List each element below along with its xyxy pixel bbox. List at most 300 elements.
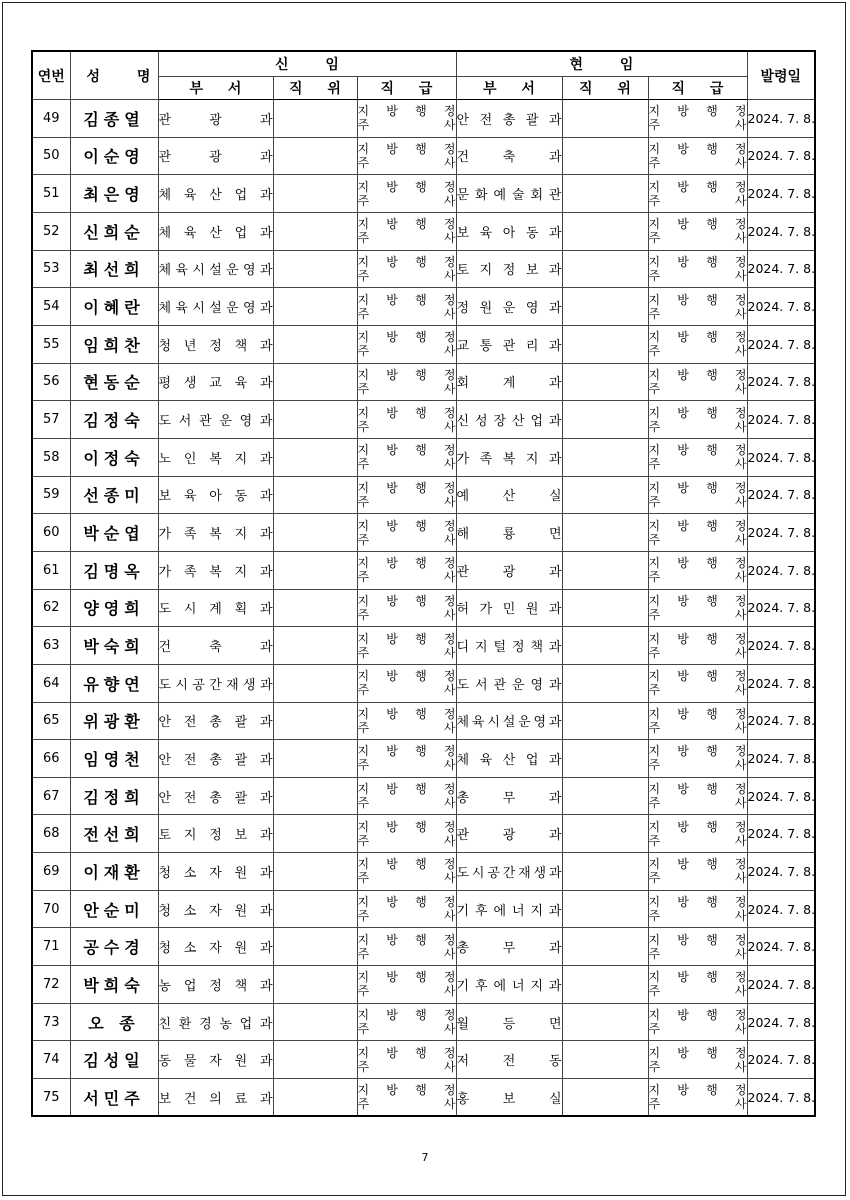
current-grade-text: 지 방 행 정 주 사: [648, 744, 747, 773]
new-position: [273, 815, 357, 853]
new-dept: [158, 1041, 273, 1079]
current-dept-text: 관 광 과: [456, 564, 562, 580]
current-grade-text: 지 방 행 정 주 사: [648, 141, 747, 170]
current-position: [562, 740, 648, 778]
current-dept-text: 체 육 산 업 과: [456, 752, 562, 768]
person-name: 선종미: [70, 476, 158, 514]
current-dept: [456, 589, 562, 627]
new-dept: [158, 777, 273, 815]
current-dept-text: 해 룡 면: [456, 527, 562, 543]
appointment-date: 2024. 7. 8.: [747, 890, 815, 928]
row-number: 72: [32, 966, 70, 1004]
current-grade: [648, 551, 747, 589]
table-row: [32, 890, 815, 928]
new-dept-text: 평 생 교 육 과: [158, 376, 273, 392]
table-row: [32, 966, 815, 1004]
person-name: 김정희: [70, 777, 158, 815]
table-row: [32, 1003, 815, 1041]
new-position: [273, 476, 357, 514]
row-number: 58: [32, 438, 70, 476]
current-position: [562, 890, 648, 928]
table-row: [32, 212, 815, 250]
table-row: [32, 551, 815, 589]
table-row: [32, 401, 815, 439]
personnel-table: [31, 50, 816, 1117]
current-position: [562, 288, 648, 326]
person-name: 안순미: [70, 890, 158, 928]
current-grade: [648, 250, 747, 288]
appointment-date: 2024. 7. 8.: [747, 476, 815, 514]
appointment-date: 2024. 7. 8.: [747, 589, 815, 627]
current-dept-text: 정 원 운 영 과: [456, 301, 562, 317]
current-grade-text: 지 방 행 정 주 사: [648, 104, 747, 133]
new-dept: [158, 702, 273, 740]
person-name: 최선희: [70, 250, 158, 288]
current-dept-text: 도 서 관 운 영 과: [456, 677, 562, 693]
row-number: 73: [32, 1003, 70, 1041]
new-grade-text: 지 방 행 정 주 사: [357, 1083, 456, 1112]
current-grade-text: 지 방 행 정 주 사: [648, 1083, 747, 1112]
new-grade: [357, 853, 456, 891]
new-dept-text: 체 육 산 업 과: [158, 225, 273, 241]
current-grade-text: 지 방 행 정 주 사: [648, 669, 747, 698]
new-dept-text: 안 전 총 괄 과: [158, 752, 273, 768]
appointment-date: 2024. 7. 8.: [747, 928, 815, 966]
new-dept-text: 도 시 계 획 과: [158, 602, 273, 618]
new-grade-text: 지 방 행 정 주 사: [357, 1045, 456, 1074]
table-row: [32, 740, 815, 778]
current-dept-text: 가 족 복 지 과: [456, 451, 562, 467]
new-grade: [357, 1041, 456, 1079]
new-position: [273, 966, 357, 1004]
new-grade: [357, 664, 456, 702]
current-grade-text: 지 방 행 정 주 사: [648, 1008, 747, 1037]
current-dept: [456, 777, 562, 815]
new-grade: [357, 928, 456, 966]
current-position: [562, 100, 648, 138]
current-position: [562, 438, 648, 476]
new-grade-text: 지 방 행 정 주 사: [357, 669, 456, 698]
row-number: 57: [32, 401, 70, 439]
new-grade-text: 지 방 행 정 주 사: [357, 782, 456, 811]
current-grade-text: 지 방 행 정 주 사: [648, 367, 747, 396]
current-dept: [456, 627, 562, 665]
row-number: 54: [32, 288, 70, 326]
new-position: [273, 589, 357, 627]
current-dept-text: 홍 보 실: [456, 1091, 562, 1107]
current-dept-text: 신 성 장 산 업 과: [456, 414, 562, 430]
current-grade: [648, 1041, 747, 1079]
row-number: 67: [32, 777, 70, 815]
new-dept: [158, 966, 273, 1004]
new-grade-text: 지 방 행 정 주 사: [357, 443, 456, 472]
current-dept: [456, 966, 562, 1004]
table-row: [32, 853, 815, 891]
current-dept: [456, 288, 562, 326]
new-grade-text: 지 방 행 정 주 사: [357, 744, 456, 773]
new-dept: [158, 928, 273, 966]
current-dept-text: 건 축 과: [456, 150, 562, 166]
current-grade: [648, 325, 747, 363]
new-dept-text: 보 건 의 료 과: [158, 1091, 273, 1107]
new-grade: [357, 250, 456, 288]
new-grade-text: 지 방 행 정 주 사: [357, 217, 456, 246]
table-row: [32, 928, 815, 966]
current-dept: [456, 401, 562, 439]
new-dept: [158, 250, 273, 288]
table-row: [32, 627, 815, 665]
table-row: [32, 250, 815, 288]
current-position: [562, 325, 648, 363]
new-dept-text: 도 서 관 운 영 과: [158, 414, 273, 430]
new-dept-text: 노 인 복 지 과: [158, 451, 273, 467]
new-grade: [357, 966, 456, 1004]
current-grade: [648, 890, 747, 928]
current-grade: [648, 175, 747, 213]
current-dept-text: 토 지 정 보 과: [456, 263, 562, 279]
current-grade-text: 지 방 행 정 주 사: [648, 443, 747, 472]
header-date: 발령일: [747, 51, 815, 100]
current-dept-text: 총 무 과: [456, 941, 562, 957]
row-number: 70: [32, 890, 70, 928]
new-dept-text: 안 전 총 괄 과: [158, 715, 273, 731]
current-dept: [456, 1003, 562, 1041]
new-dept-text: 관 광 과: [158, 112, 273, 128]
new-position: [273, 1079, 357, 1117]
current-grade-text: 지 방 행 정 주 사: [648, 631, 747, 660]
new-dept: [158, 853, 273, 891]
row-number: 66: [32, 740, 70, 778]
current-dept-text: 총 무 과: [456, 790, 562, 806]
current-dept: [456, 250, 562, 288]
current-position: [562, 777, 648, 815]
current-dept-text: 안 전 총 괄 과: [456, 112, 562, 128]
appointment-date: 2024. 7. 8.: [747, 288, 815, 326]
current-grade: [648, 288, 747, 326]
new-grade: [357, 401, 456, 439]
header-new-post: 신 임: [158, 51, 456, 77]
header-no: 연번: [32, 51, 70, 100]
appointment-date: 2024. 7. 8.: [747, 1079, 815, 1117]
table-row: [32, 1041, 815, 1079]
table-row: [32, 175, 815, 213]
new-grade: [357, 288, 456, 326]
current-dept-text: 보 육 아 동 과: [456, 225, 562, 241]
new-grade: [357, 777, 456, 815]
current-position: [562, 363, 648, 401]
new-grade: [357, 363, 456, 401]
person-name: 김성일: [70, 1041, 158, 1079]
new-position: [273, 438, 357, 476]
new-dept-text: 친 환 경 농 업 과: [158, 1016, 273, 1032]
header-new-grade: 직 급: [357, 77, 456, 100]
current-grade-text: 지 방 행 정 주 사: [648, 593, 747, 622]
current-dept-text: 체 육 시 설 운 영 과: [456, 715, 562, 731]
new-position: [273, 250, 357, 288]
current-dept-text: 예 산 실: [456, 489, 562, 505]
current-dept-text: 기 후 에 너 지 과: [456, 903, 562, 919]
current-grade: [648, 363, 747, 401]
row-number: 62: [32, 589, 70, 627]
table-row: [32, 777, 815, 815]
current-dept-text: 저 전 동: [456, 1054, 562, 1070]
new-grade: [357, 100, 456, 138]
new-position: [273, 664, 357, 702]
current-dept: [456, 100, 562, 138]
new-grade-text: 지 방 행 정 주 사: [357, 593, 456, 622]
current-grade: [648, 1003, 747, 1041]
new-position: [273, 890, 357, 928]
appointment-date: 2024. 7. 8.: [747, 438, 815, 476]
current-dept: [456, 514, 562, 552]
appointment-date: 2024. 7. 8.: [747, 325, 815, 363]
page-number: 7: [421, 1151, 429, 1164]
new-grade: [357, 740, 456, 778]
new-dept-text: 청 년 정 책 과: [158, 338, 273, 354]
person-name: 이혜란: [70, 288, 158, 326]
current-dept: [456, 740, 562, 778]
current-position: [562, 853, 648, 891]
new-grade-text: 지 방 행 정 주 사: [357, 819, 456, 848]
current-dept-text: 기 후 에 너 지 과: [456, 978, 562, 994]
current-grade: [648, 401, 747, 439]
current-grade: [648, 853, 747, 891]
table-body: [32, 100, 815, 1117]
new-grade-text: 지 방 행 정 주 사: [357, 330, 456, 359]
current-grade-text: 지 방 행 정 주 사: [648, 518, 747, 547]
new-position: [273, 777, 357, 815]
new-position: [273, 853, 357, 891]
current-position: [562, 1079, 648, 1117]
row-number: 63: [32, 627, 70, 665]
appointment-date: 2024. 7. 8.: [747, 401, 815, 439]
current-position: [562, 928, 648, 966]
new-dept: [158, 1003, 273, 1041]
new-dept: [158, 325, 273, 363]
new-grade: [357, 137, 456, 175]
current-grade-text: 지 방 행 정 주 사: [648, 254, 747, 283]
header-cur-position: 직 위: [562, 77, 648, 100]
table-row: [32, 815, 815, 853]
current-dept: [456, 476, 562, 514]
person-name: 전선희: [70, 815, 158, 853]
person-name: 오 종: [70, 1003, 158, 1041]
current-grade-text: 지 방 행 정 주 사: [648, 556, 747, 585]
row-number: 53: [32, 250, 70, 288]
current-grade: [648, 514, 747, 552]
current-dept: [456, 325, 562, 363]
new-grade: [357, 815, 456, 853]
new-position: [273, 175, 357, 213]
new-grade: [357, 212, 456, 250]
current-position: [562, 476, 648, 514]
new-position: [273, 1041, 357, 1079]
new-dept: [158, 1079, 273, 1117]
new-dept-text: 안 전 총 괄 과: [158, 790, 273, 806]
new-grade-text: 지 방 행 정 주 사: [357, 932, 456, 961]
current-position: [562, 1003, 648, 1041]
current-position: [562, 815, 648, 853]
appointment-date: 2024. 7. 8.: [747, 175, 815, 213]
current-position: [562, 137, 648, 175]
current-grade: [648, 212, 747, 250]
appointment-date: 2024. 7. 8.: [747, 1003, 815, 1041]
person-name: 김정숙: [70, 401, 158, 439]
new-grade: [357, 514, 456, 552]
new-grade-text: 지 방 행 정 주 사: [357, 292, 456, 321]
new-position: [273, 137, 357, 175]
row-number: 75: [32, 1079, 70, 1117]
current-grade: [648, 137, 747, 175]
current-dept-text: 디 지 털 정 책 과: [456, 640, 562, 656]
new-grade: [357, 1079, 456, 1117]
current-position: [562, 627, 648, 665]
new-dept-text: 가 족 복 지 과: [158, 564, 273, 580]
appointment-date: 2024. 7. 8.: [747, 551, 815, 589]
new-dept: [158, 740, 273, 778]
new-grade: [357, 325, 456, 363]
current-grade: [648, 589, 747, 627]
current-position: [562, 212, 648, 250]
current-dept: [456, 664, 562, 702]
new-grade-text: 지 방 행 정 주 사: [357, 254, 456, 283]
new-position: [273, 702, 357, 740]
current-dept-text: 문 화 예 술 회 관: [456, 188, 562, 204]
header-name: 성 명: [70, 51, 158, 100]
current-position: [562, 250, 648, 288]
person-name: 임희찬: [70, 325, 158, 363]
appointment-date: 2024. 7. 8.: [747, 702, 815, 740]
current-grade-text: 지 방 행 정 주 사: [648, 706, 747, 735]
header-new-position: 직 위: [273, 77, 357, 100]
row-number: 59: [32, 476, 70, 514]
current-dept: [456, 928, 562, 966]
new-grade: [357, 175, 456, 213]
new-grade-text: 지 방 행 정 주 사: [357, 970, 456, 999]
appointment-date: 2024. 7. 8.: [747, 1041, 815, 1079]
current-position: [562, 1041, 648, 1079]
current-grade: [648, 1079, 747, 1117]
current-position: [562, 966, 648, 1004]
new-position: [273, 401, 357, 439]
new-grade-text: 지 방 행 정 주 사: [357, 405, 456, 434]
new-dept: [158, 175, 273, 213]
new-dept: [158, 438, 273, 476]
row-number: 65: [32, 702, 70, 740]
current-grade-text: 지 방 행 정 주 사: [648, 480, 747, 509]
table-row: [32, 438, 815, 476]
new-grade-text: 지 방 행 정 주 사: [357, 367, 456, 396]
current-grade-text: 지 방 행 정 주 사: [648, 970, 747, 999]
current-dept-text: 월 등 면: [456, 1016, 562, 1032]
appointment-date: 2024. 7. 8.: [747, 363, 815, 401]
new-position: [273, 551, 357, 589]
new-dept-text: 관 광 과: [158, 150, 273, 166]
new-grade-text: 지 방 행 정 주 사: [357, 480, 456, 509]
appointment-date: 2024. 7. 8.: [747, 137, 815, 175]
new-dept-text: 토 지 정 보 과: [158, 828, 273, 844]
new-position: [273, 212, 357, 250]
appointment-date: 2024. 7. 8.: [747, 966, 815, 1004]
person-name: 서민주: [70, 1079, 158, 1117]
current-dept-text: 교 통 관 리 과: [456, 338, 562, 354]
current-dept: [456, 1079, 562, 1117]
new-dept-text: 청 소 자 원 과: [158, 941, 273, 957]
current-dept: [456, 1041, 562, 1079]
header-cur-dept: 부 서: [456, 77, 562, 100]
current-dept-text: 도 시 공 간 재 생 과: [456, 865, 562, 881]
new-grade: [357, 627, 456, 665]
current-grade-text: 지 방 행 정 주 사: [648, 179, 747, 208]
row-number: 55: [32, 325, 70, 363]
current-position: [562, 401, 648, 439]
new-grade-text: 지 방 행 정 주 사: [357, 141, 456, 170]
new-position: [273, 325, 357, 363]
appointment-date: 2024. 7. 8.: [747, 815, 815, 853]
appointment-date: 2024. 7. 8.: [747, 250, 815, 288]
current-grade-text: 지 방 행 정 주 사: [648, 932, 747, 961]
header-cur-grade: 직 급: [648, 77, 747, 100]
current-dept-text: 허 가 민 원 과: [456, 602, 562, 618]
current-position: [562, 551, 648, 589]
current-dept: [456, 438, 562, 476]
current-dept: [456, 551, 562, 589]
new-grade-text: 지 방 행 정 주 사: [357, 179, 456, 208]
current-grade-text: 지 방 행 정 주 사: [648, 405, 747, 434]
new-position: [273, 288, 357, 326]
row-number: 64: [32, 664, 70, 702]
person-name: 공수경: [70, 928, 158, 966]
new-position: [273, 928, 357, 966]
person-name: 임영천: [70, 740, 158, 778]
new-grade-text: 지 방 행 정 주 사: [357, 1008, 456, 1037]
current-grade-text: 지 방 행 정 주 사: [648, 292, 747, 321]
current-grade-text: 지 방 행 정 주 사: [648, 895, 747, 924]
current-dept: [456, 815, 562, 853]
person-name: 양영희: [70, 589, 158, 627]
new-grade: [357, 890, 456, 928]
current-position: [562, 664, 648, 702]
new-dept: [158, 589, 273, 627]
new-dept-text: 농 업 정 책 과: [158, 978, 273, 994]
current-dept: [456, 853, 562, 891]
person-name: 이순영: [70, 137, 158, 175]
row-number: 71: [32, 928, 70, 966]
new-dept-text: 건 축 과: [158, 640, 273, 656]
person-name: 현동순: [70, 363, 158, 401]
current-grade: [648, 928, 747, 966]
appointment-date: 2024. 7. 8.: [747, 853, 815, 891]
new-grade: [357, 702, 456, 740]
new-grade: [357, 476, 456, 514]
current-grade-text: 지 방 행 정 주 사: [648, 217, 747, 246]
row-number: 60: [32, 514, 70, 552]
current-dept: [456, 212, 562, 250]
new-dept: [158, 664, 273, 702]
new-grade: [357, 551, 456, 589]
new-grade: [357, 438, 456, 476]
appointment-date: 2024. 7. 8.: [747, 664, 815, 702]
appointment-date: 2024. 7. 8.: [747, 777, 815, 815]
current-grade: [648, 740, 747, 778]
row-number: 52: [32, 212, 70, 250]
current-dept: [456, 175, 562, 213]
new-dept-text: 청 소 자 원 과: [158, 903, 273, 919]
new-dept: [158, 551, 273, 589]
table-row: [32, 664, 815, 702]
appointment-date: 2024. 7. 8.: [747, 740, 815, 778]
new-grade-text: 지 방 행 정 주 사: [357, 104, 456, 133]
